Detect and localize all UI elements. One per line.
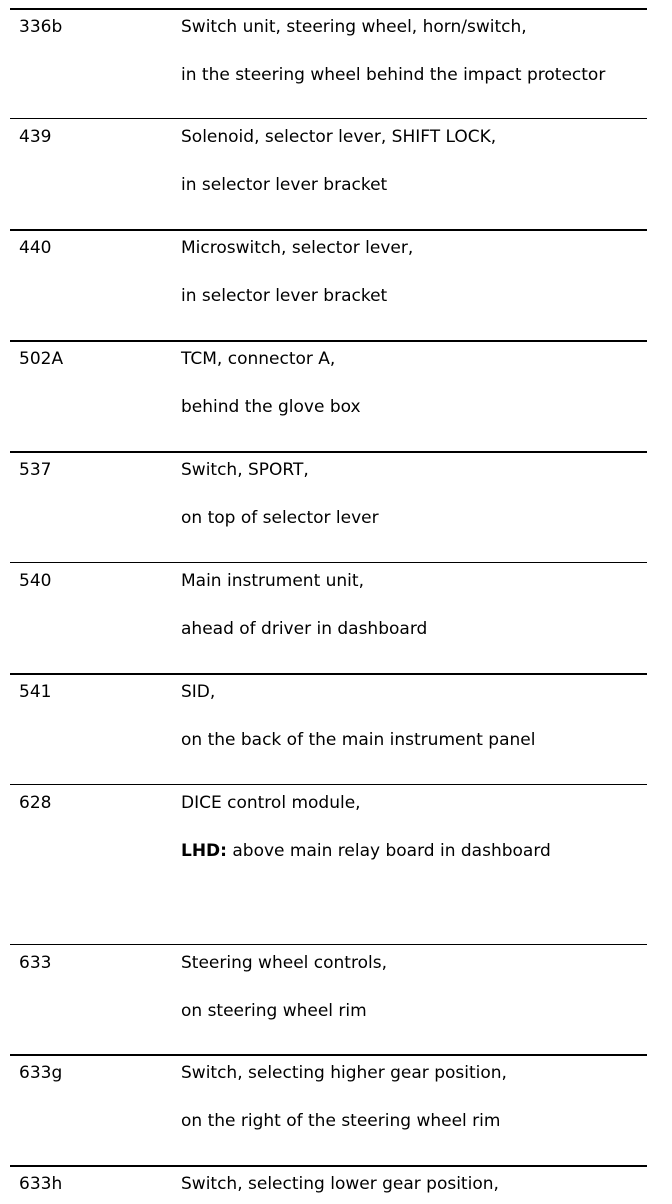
table-row (10, 1054, 647, 1165)
component-location: in selector lever bracket (181, 286, 388, 306)
table-row (10, 340, 647, 451)
component-location: on the right of the steering wheel rim (181, 1111, 501, 1131)
component-name: Solenoid, selector lever, SHIFT LOCK, (181, 127, 497, 147)
component-name: Switch, selecting higher gear position, (181, 1063, 507, 1083)
component-code: 439 (19, 127, 52, 147)
component-name: Microswitch, selector lever, (181, 238, 414, 258)
table-row (10, 562, 647, 673)
component-code: 540 (19, 571, 52, 591)
component-location: behind the glove box (181, 397, 361, 417)
table-row (10, 229, 647, 340)
component-code: 628 (19, 793, 52, 813)
component-location: ahead of driver in dashboard (181, 619, 428, 639)
component-name: Main instrument unit, (181, 571, 364, 591)
component-name: TCM, connector A, (181, 349, 336, 369)
component-name: Switch, selecting lower gear position, (181, 1174, 499, 1194)
component-code: 633h (19, 1174, 63, 1194)
table-row (10, 8, 647, 118)
component-code: 537 (19, 460, 52, 480)
component-location: in selector lever bracket (181, 175, 388, 195)
component-location: on steering wheel rim (181, 1001, 367, 1021)
row-divider (10, 673, 647, 675)
component-name: SID, (181, 682, 216, 702)
component-name: Steering wheel controls, (181, 953, 387, 973)
table-row (10, 118, 647, 229)
component-location: on top of selector lever (181, 508, 379, 528)
table-row (10, 673, 647, 784)
table-row (10, 784, 647, 944)
component-name: DICE control module, (181, 793, 361, 813)
component-location (181, 841, 551, 861)
row-divider (10, 1054, 647, 1056)
component-code: 633g (19, 1063, 63, 1083)
component-code: 440 (19, 238, 52, 258)
row-divider (10, 340, 647, 342)
component-code: 336b (19, 17, 63, 37)
table-row (10, 451, 647, 562)
component-name: Switch unit, steering wheel, horn/switch, (181, 17, 527, 37)
component-location: in the steering wheel behind the impact protector (181, 65, 606, 85)
component-location: on the back of the main instrument panel (181, 730, 536, 750)
row-divider (10, 562, 647, 563)
component-code: 502A (19, 349, 64, 369)
row-divider (10, 118, 647, 119)
row-divider (10, 944, 647, 945)
table-row (10, 944, 647, 1054)
row-divider (10, 8, 647, 10)
table-row (10, 1165, 647, 1204)
row-divider (10, 229, 647, 231)
component-code: 541 (19, 682, 52, 702)
row-divider (10, 1165, 647, 1167)
component-code: 633 (19, 953, 52, 973)
row-divider (10, 784, 647, 785)
drive-side-label: LHD: (181, 841, 227, 861)
component-name: Switch, SPORT, (181, 460, 309, 480)
location-text: above main relay board in dashboard (226, 841, 551, 861)
row-divider (10, 451, 647, 453)
